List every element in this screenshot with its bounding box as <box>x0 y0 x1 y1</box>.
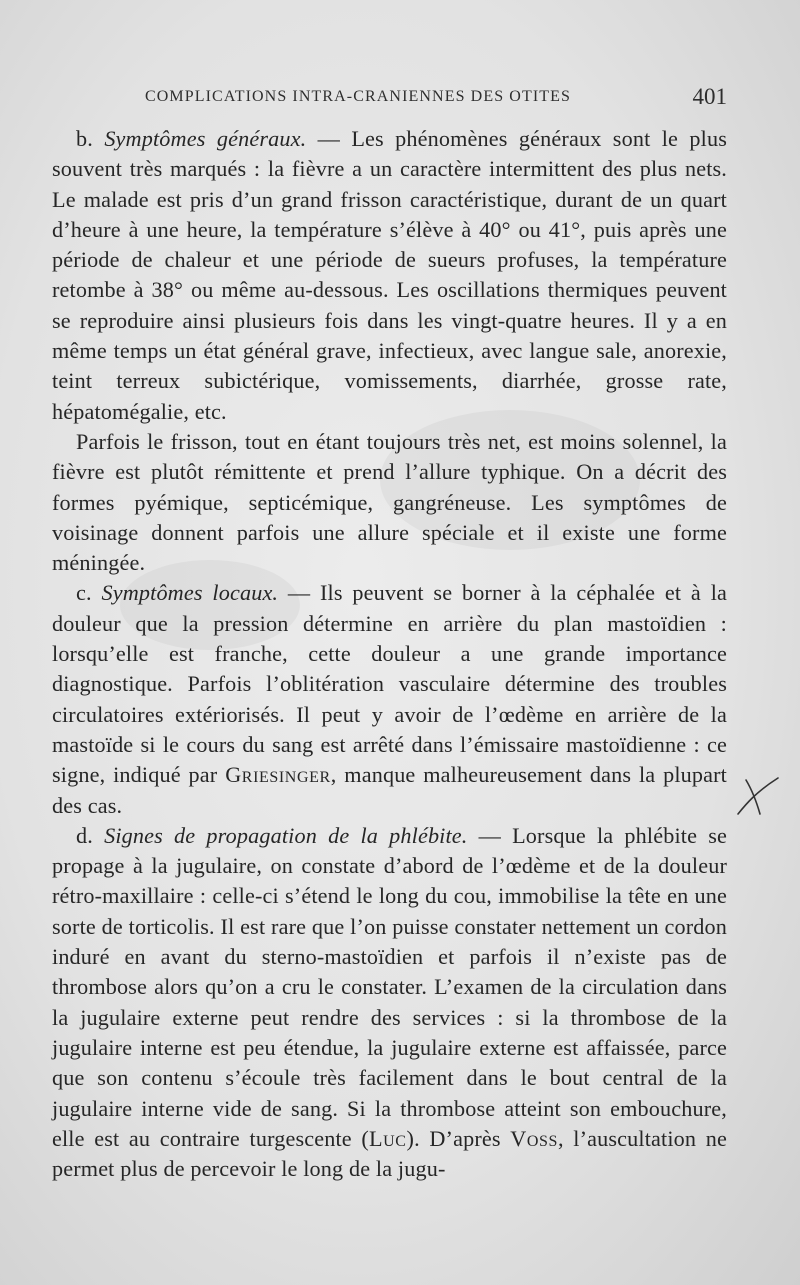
paragraph-symptomes-locaux <box>52 578 727 820</box>
running-title: COMPLICATIONS INTRA-CRANIENNES DES OTITES <box>145 88 571 105</box>
section-title: Signes de propagation de la phlébite. <box>104 822 468 848</box>
paragraph-text: — Les phénomènes généraux sont le plus souvent très marqués : la fièvre a un caractère intermittent des plus nets. Le malade est pris d’un grand frisson caractéristique, durant de un quart d’heure à une heure, la température s’élève à 40° ou 41°, puis après une période de chaleur et une période de sueurs profuses, la température retombe à 38° ou même au-dessous. Les oscillations thermiques peuvent se reproduire ainsi plusieurs fois dans les vingt-quatre heures. Il y a en même temps un état général grave, infectieux, avec langue sale, anorexie, teint terreux subictérique, vomissements, diarrhée, grosse rate, hépatomégalie, etc. <box>52 126 727 424</box>
paragraph-text: — Ils peuvent se borner à la céphalée et à la douleur que la pression détermine en arrière du plan mastoïdien : lorsqu’elle est franche, cette douleur a une grande importance diagnostique. Parfois l’oblitération vasculaire détermine des troubles circulatoires extériorisés. Il peut y avoir de l’œdème en arrière de la mastoïde si le cours du sang est arrêté dans l’émissaire mastoïdienne : ce signe, indiqué par <box>52 580 727 788</box>
paragraph-text: ). D’après <box>406 1125 511 1151</box>
page-header <box>145 86 727 110</box>
author-name: Luc <box>368 1125 407 1151</box>
paragraph-text: — Lorsque la phlébite se propage à la jugulaire, on constate d’abord de l’œdème et de la douleur rétro-maxillaire : celle-ci s’étend le long du cou, immobilise la tête en une sorte de torticolis. Il est rare que l’on puisse constater nettement un cordon induré en avant du sterno-mastoïdien et parfois il n’existe pas de thrombose alors qu’on a cru le constater. L’examen de la circulation dans la jugulaire externe peut rendre des services : si la thrombose de la jugulaire interne est peu étendue, la jugulaire externe est affaissée, parce que son contenu s’écoule très facilement dans le bout central de la jugulaire interne vide de sang. Si la thrombose atteint son embouchure, elle est au contraire turgescente ( <box>52 822 728 1151</box>
author-name: Griesinger <box>225 762 331 788</box>
section-label: b. <box>76 126 93 151</box>
author-name: Voss <box>510 1125 559 1151</box>
paragraph-text: , l’auscultation ne permet plus de percevoir le long de la jugu- <box>52 1125 728 1182</box>
section-label: d. <box>76 822 93 848</box>
paragraph-text: , manque malheureusement dans la plupart des cas. <box>52 762 727 818</box>
paragraph-frisson <box>52 427 727 578</box>
page-number: 401 <box>692 84 727 109</box>
paragraph-text: Parfois le frisson, tout en étant toujours très net, est moins solennel, la fièvre est plutôt rémittente et prend l’allure typhique. On a décrit des formes pyémique, septicémique, gangréneuse. Les symptômes de voisinage donnent parfois une allure spéciale et il existe une forme méningée. <box>52 428 727 576</box>
handwritten-x-mark-icon <box>732 770 782 820</box>
paragraph-symptomes-generaux <box>52 124 727 427</box>
body-text <box>52 124 727 1184</box>
section-title: Symptômes locaux. <box>101 580 279 606</box>
paragraph-propagation <box>52 821 727 1185</box>
section-title: Symptômes généraux. <box>104 126 307 151</box>
section-label: c. <box>76 580 92 606</box>
